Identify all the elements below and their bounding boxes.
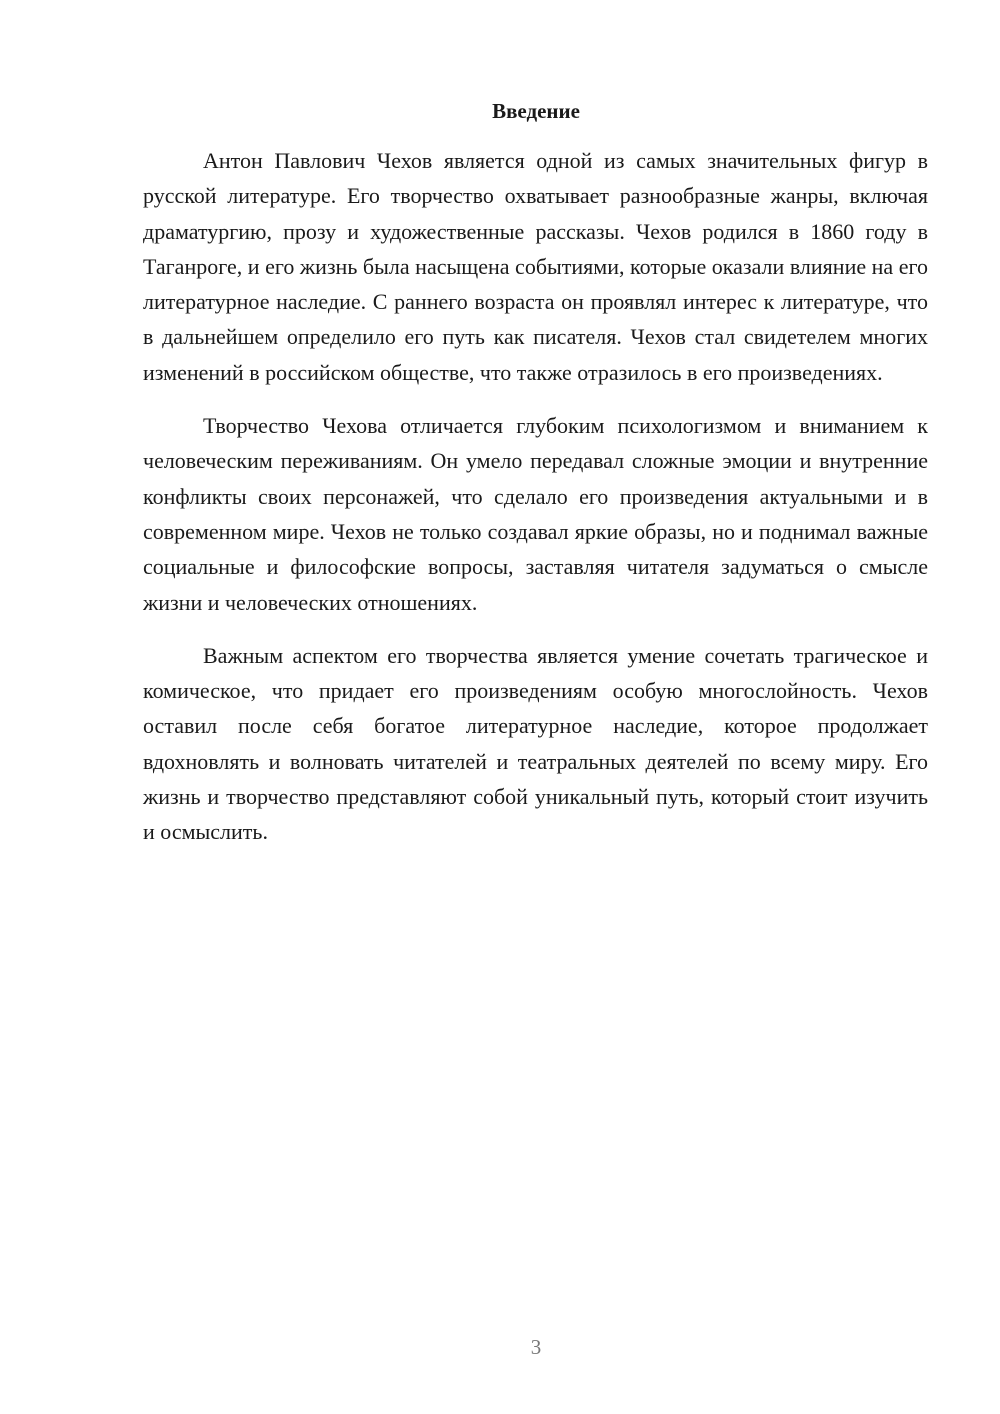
body-text (143, 143, 928, 850)
paragraph-2: Творчество Чехова отличается глубоким психологизмом и вниманием к человеческим переживаниям. Он умело передавал сложные эмоции и внутренние конфликты своих персонажей, что сделало его произведения актуальными и в современном мире. Чехов не только создавал яркие образы, но и поднимал важные социальные и философские вопросы, заставляя читателя задуматься о смысле жизни и человеческих отношениях. (143, 413, 928, 615)
paragraph-1: Антон Павлович Чехов является одной из самых значительных фигур в русской литературе. Его творчество охватывает разнообразные жанры, включая драматургию, прозу и художественные рассказы. Чехов родился в 1860 году в Таганроге, и его жизнь была насыщена событиями, которые оказали влияние на его литературное наследие. С раннего возраста он проявлял интерес к литературе, что в дальнейшем определило его путь как писателя. Чехов стал свидетелем многих изменений в российском обществе, что также отразилось в его произведениях. (143, 148, 928, 385)
section-heading: Введение (492, 99, 580, 123)
page-number: 3 (530, 1335, 542, 1359)
paragraph-3: Важным аспектом его творчества является умение сочетать трагическое и комическое, что придает его произведениям особую многослойность. Чехов оставил после себя богатое литературное наследие, которое продолжает вдохновлять и волновать читателей и театральных деятелей по всему миру. Его жизнь и творчество представляют собой уникальный путь, который стоит изучить и осмыслить. (143, 642, 928, 845)
